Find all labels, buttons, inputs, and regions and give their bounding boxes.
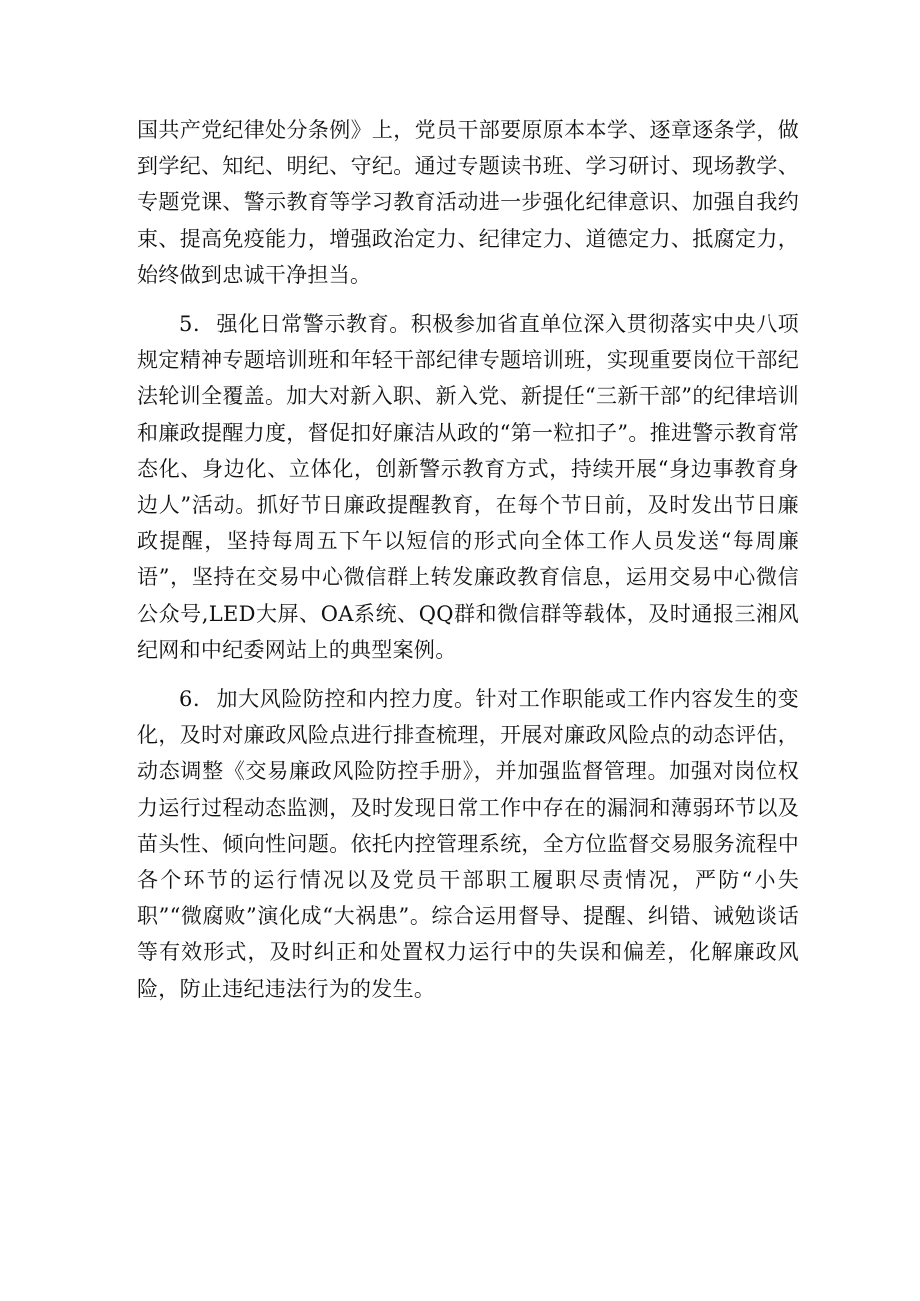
document-body	[137, 112, 799, 1020]
paragraph-number: 5．	[179, 312, 215, 337]
paragraph-number: 6．	[179, 687, 215, 712]
paragraph-text: 国共产党纪律处分条例》上，党员干部要原原本本学、逐章逐条学，做到学纪、知纪、明纪、守纪。通过专题读书班、学习研讨、现场教学、专题党课、警示教育等学习教育活动进一步强化纪律意识、加强自我约束、提高免疫能力，增强政治定力、纪律定力、道德定力、抵腐定力，始终做到忠诚干净担当。	[137, 118, 799, 287]
paragraph-text: 强化日常警示教育。积极参加省直单位深入贯彻落实中央八项规定精神专题培训班和年轻干部纪律专题培训班，实现重要岗位干部纪法轮训全覆盖。加大对新入职、新入党、新提任“三新干部”的纪律培训和廉政提醒力度，督促扣好廉洁从政的“第一粒扣子”。推进警示教育常态化、身边化、立体化，创新警示教育方式，持续开展“身边事教育身边人”活动。抓好节日廉政提醒教育，在每个节日前，及时发出节日廉政提醒，坚持每周五下午以短信的形式向全体工作人员发送“每周廉语”，坚持在交易中心微信群上转发廉政教育信息，运用交易中心微信公众号,LED大屏、OA系统、QQ群和微信群等载体，及时通报三湘风纪网和中纪委网站上的典型案例。	[137, 312, 799, 662]
paragraph-text: 加大风险防控和内控力度。针对工作职能或工作内容发生的变化，及时对廉政风险点进行排查梳理，开展对廉政风险点的动态评估，动态调整《交易廉政风险防控手册》，并加强监督管理。加强对岗位权力运行过程动态监测，及时发现日常工作中存在的漏洞和薄弱环节以及苗头性、倾向性问题。依托内控管理系统，全方位监督交易服务流程中各个环节的运行情况以及党员干部职工履职尽责情况，严防“小失职”“微腐败”演化成“大祸患”。综合运用督导、提醒、纠错、诫勉谈话等有效形式，及时纠正和处置权力运行中的失误和偏差，化解廉政风险，防止违纪违法行为的发生。	[137, 687, 799, 1001]
paragraph-item-5	[137, 306, 799, 668]
paragraph-continuation	[137, 112, 799, 293]
paragraph-item-6	[137, 681, 799, 1007]
